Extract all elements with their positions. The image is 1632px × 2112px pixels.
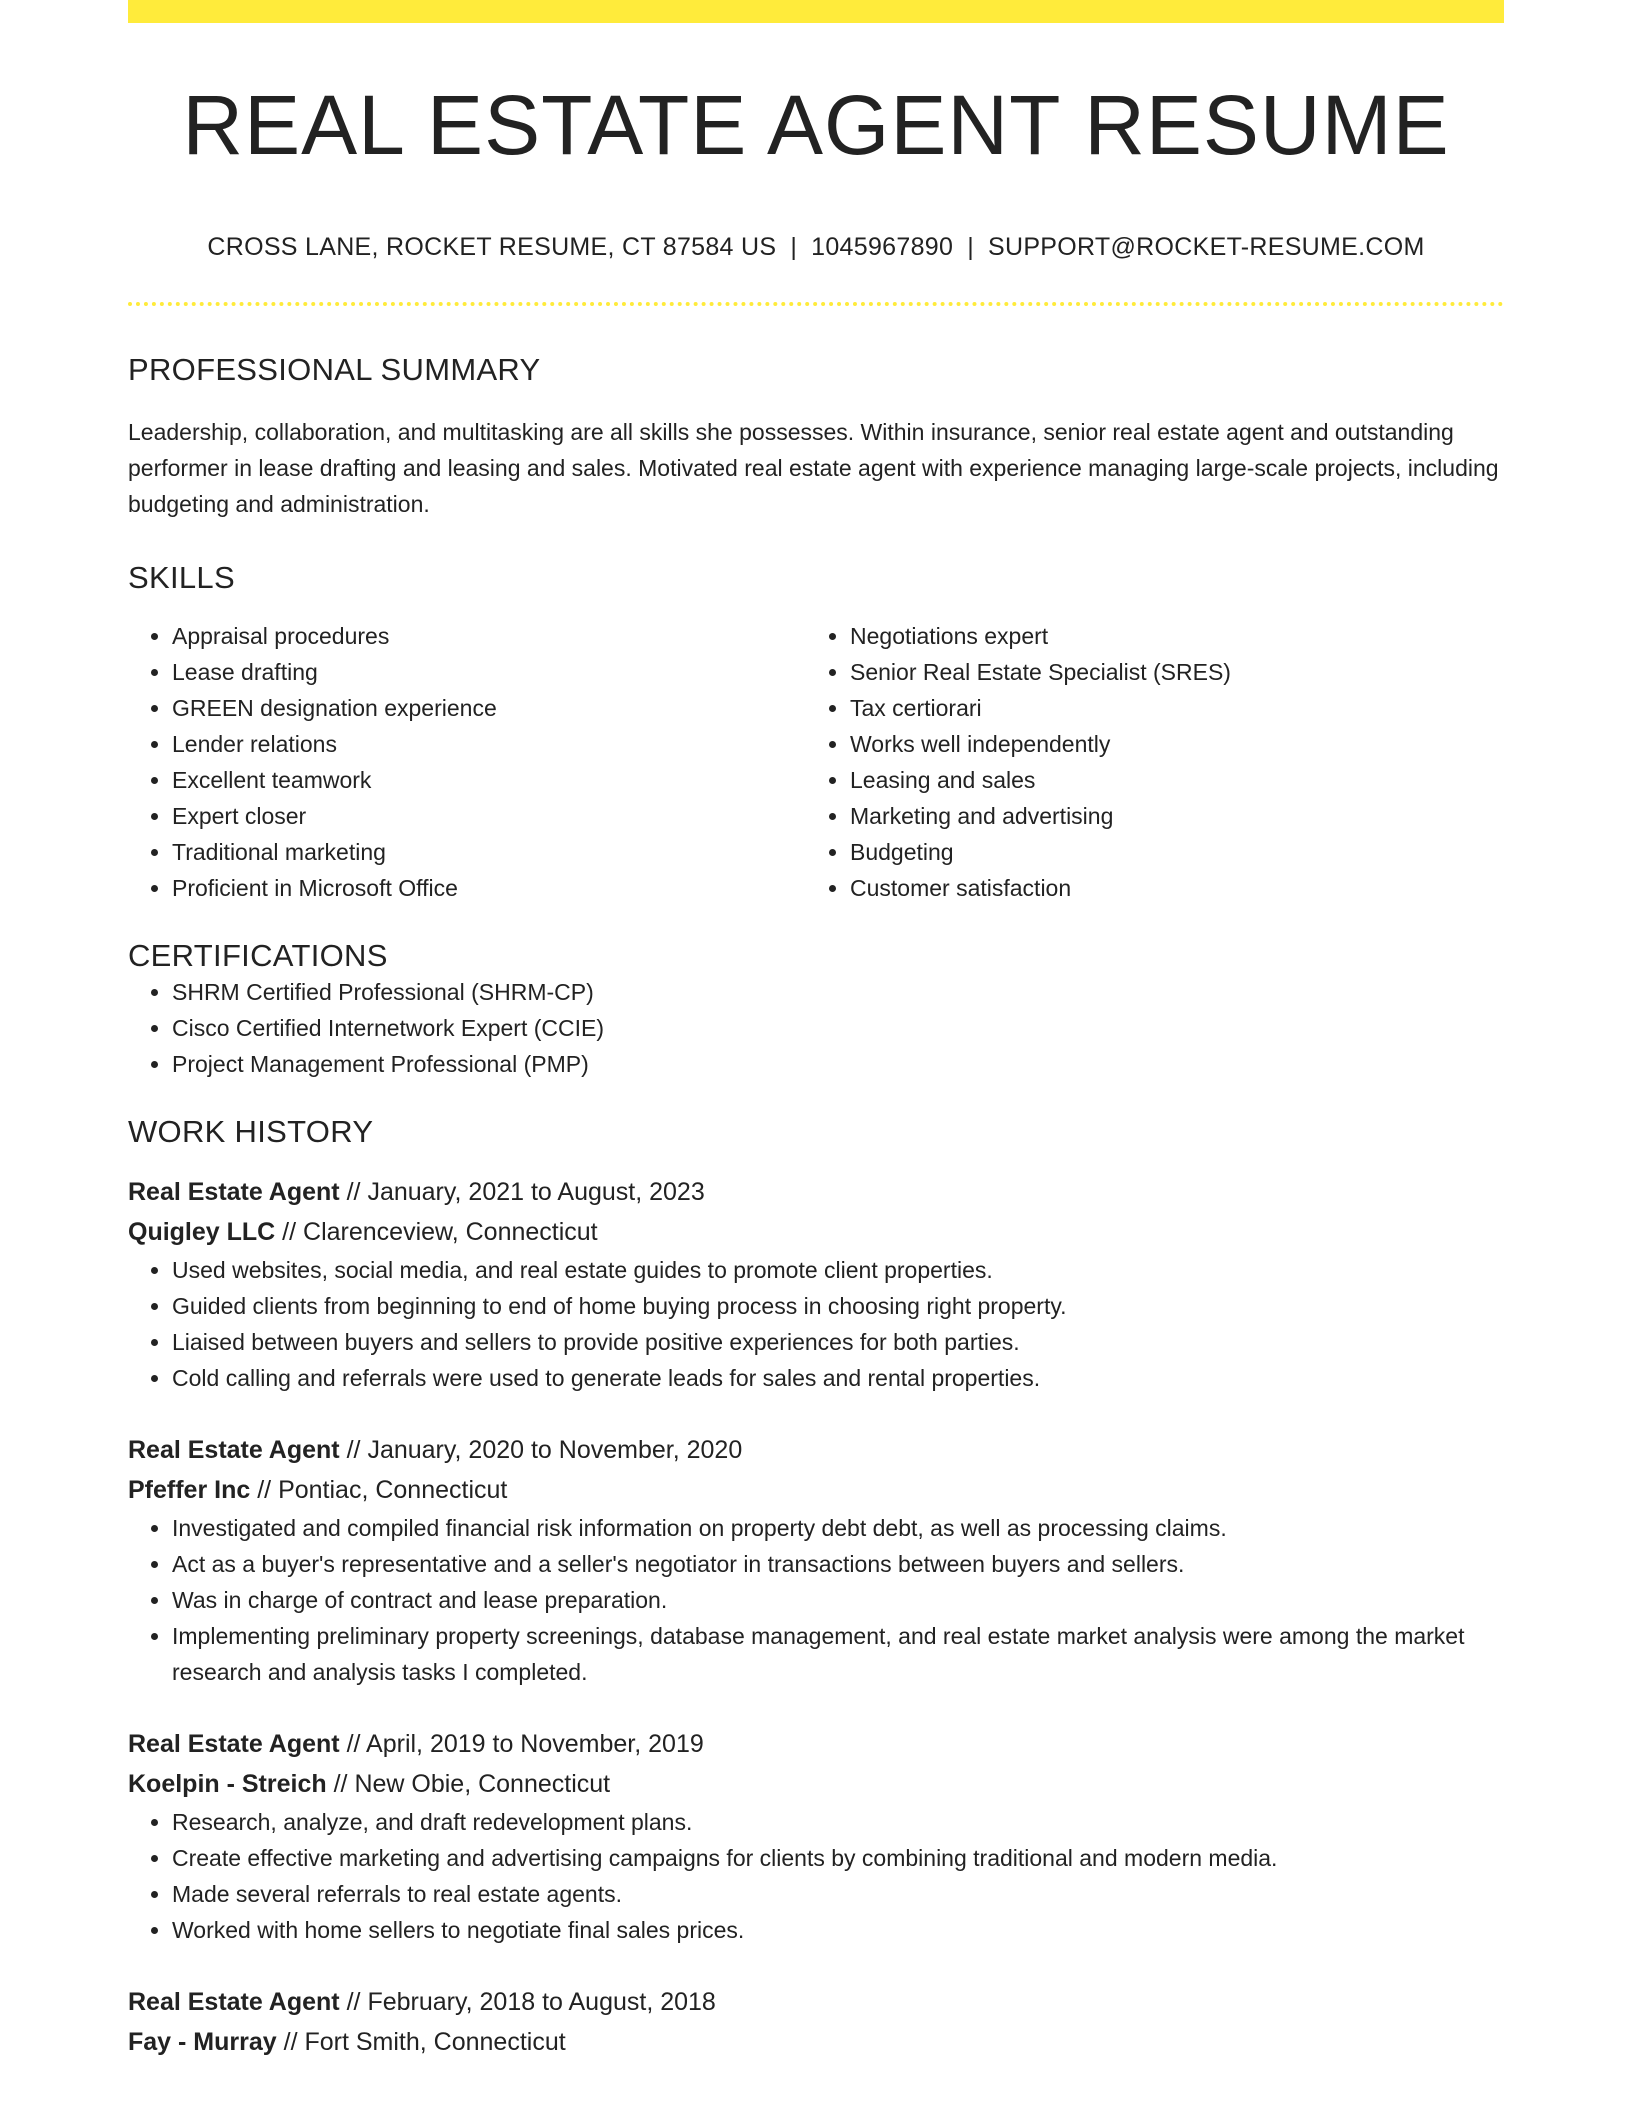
skill-item: • GREEN designation experience xyxy=(172,690,806,726)
skills-section xyxy=(128,560,1504,906)
job-location: Clarenceview, Connecticut xyxy=(303,1218,598,1246)
skill-item: • Expert closer xyxy=(172,798,806,834)
job-bullet: • Create effective marketing and advertising campaigns for clients by combining traditional and modern media. xyxy=(172,1840,1504,1876)
job-company-line xyxy=(128,1764,1504,1804)
skills-right-list xyxy=(806,618,1484,906)
skill-item: • Proficient in Microsoft Office xyxy=(172,870,806,906)
skill-item: • Works well independently xyxy=(850,726,1484,762)
skills-left-list xyxy=(128,618,806,906)
skill-item: • Excellent teamwork xyxy=(172,762,806,798)
job-company: Quigley LLC xyxy=(128,1218,276,1246)
job-company: Koelpin - Streich xyxy=(128,1770,327,1798)
job-dates: January, 2020 to November, 2020 xyxy=(367,1436,743,1464)
work-history-heading: WORK HISTORY xyxy=(128,1114,374,1149)
skill-item: • Tax certiorari xyxy=(850,690,1484,726)
job-role: Real Estate Agent xyxy=(128,1178,340,1206)
contact-separator: | xyxy=(790,233,798,261)
job-bullet-list xyxy=(128,1252,1504,1396)
skill-item: • Appraisal procedures xyxy=(172,618,806,654)
job-bullet: • Guided clients from beginning to end of home buying process in choosing right property. xyxy=(172,1288,1504,1324)
skill-item: • Senior Real Estate Specialist (SRES) xyxy=(850,654,1484,690)
job-bullet: • Worked with home sellers to negotiate final sales prices. xyxy=(172,1912,1504,1948)
job-dates: February, 2018 to August, 2018 xyxy=(367,1988,716,2016)
certification-item: • SHRM Certified Professional (SHRM-CP) xyxy=(172,974,1504,1010)
job-entry xyxy=(128,1430,1504,1690)
job-bullet: • Research, analyze, and draft redevelopment plans. xyxy=(172,1804,1504,1840)
job-entry xyxy=(128,1172,1504,1396)
job-dates: April, 2019 to November, 2019 xyxy=(366,1730,704,1758)
summary-heading: PROFESSIONAL SUMMARY xyxy=(128,352,541,387)
certifications-list xyxy=(128,974,1504,1082)
job-company-line xyxy=(128,1470,1504,1510)
job-company: Pfeffer Inc xyxy=(128,1476,251,1504)
job-separator: // xyxy=(339,1988,368,2016)
skills-right-column xyxy=(806,618,1484,906)
skill-item: • Lender relations xyxy=(172,726,806,762)
accent-bar xyxy=(128,0,1504,23)
skills-heading: SKILLS xyxy=(128,560,235,595)
certification-item: • Cisco Certified Internetwork Expert (CCIE) xyxy=(172,1010,1504,1046)
job-location: New Obie, Connecticut xyxy=(354,1770,611,1798)
job-entry xyxy=(128,1724,1504,1948)
job-location: Fort Smith, Connecticut xyxy=(304,2028,566,2056)
job-company-line xyxy=(128,2022,1504,2062)
job-bullet: • Used websites, social media, and real estate guides to promote client properties. xyxy=(172,1252,1504,1288)
job-dates: January, 2021 to August, 2023 xyxy=(367,1178,705,1206)
skill-item: • Budgeting xyxy=(850,834,1484,870)
job-bullet: • Made several referrals to real estate agents. xyxy=(172,1876,1504,1912)
summary-text: Leadership, collaboration, and multitasking are all skills she possesses. Within insurance, senior real estate agent and outstanding performer in lease drafting and leasing and sales. Motivated real estate agent with experience managing large-scale projects, including budgeting and administration. xyxy=(128,419,1499,517)
skill-item: • Customer satisfaction xyxy=(850,870,1484,906)
job-separator: // xyxy=(326,1770,355,1798)
job-bullet-list xyxy=(128,1804,1504,1948)
skill-item: • Lease drafting xyxy=(172,654,806,690)
job-bullet: • Implementing preliminary property screenings, database management, and real estate market analysis were among the market research and analysis tasks I completed. xyxy=(172,1618,1504,1690)
skills-columns xyxy=(128,618,1504,906)
skill-item: • Leasing and sales xyxy=(850,762,1484,798)
job-bullet-list xyxy=(128,1510,1504,1690)
job-company: Fay - Murray xyxy=(128,2028,277,2056)
certifications-heading: CERTIFICATIONS xyxy=(128,938,388,973)
dotted-divider xyxy=(128,302,1504,306)
job-entry xyxy=(128,1982,1504,2062)
job-role: Real Estate Agent xyxy=(128,1988,340,2016)
contact-phone: 1045967890 xyxy=(811,233,954,261)
job-separator: // xyxy=(275,1218,304,1246)
job-separator: // xyxy=(276,2028,305,2056)
job-title-line xyxy=(128,1430,1504,1470)
job-separator: // xyxy=(250,1476,279,1504)
job-bullet: • Investigated and compiled financial risk information on property debt debt, as well as processing claims. xyxy=(172,1510,1504,1546)
job-location: Pontiac, Connecticut xyxy=(278,1476,508,1504)
job-title-line xyxy=(128,1172,1504,1212)
skills-left-column xyxy=(128,618,806,906)
skill-item: • Marketing and advertising xyxy=(850,798,1484,834)
certifications-section xyxy=(128,938,1504,1082)
job-bullet: • Act as a buyer's representative and a seller's negotiator in transactions between buyers and sellers. xyxy=(172,1546,1504,1582)
skill-item: • Traditional marketing xyxy=(172,834,806,870)
contact-separator: | xyxy=(967,233,974,261)
resume-page xyxy=(128,0,1504,2062)
certification-item: • Project Management Professional (PMP) xyxy=(172,1046,1504,1082)
summary-section xyxy=(128,352,1504,522)
job-role: Real Estate Agent xyxy=(128,1436,340,1464)
skill-item: • Negotiations expert xyxy=(850,618,1484,654)
job-bullet: • Liaised between buyers and sellers to provide positive experiences for both parties. xyxy=(172,1324,1504,1360)
job-company-line xyxy=(128,1212,1504,1252)
work-history-section xyxy=(128,1114,1504,2062)
contact-address: CROSS LANE, ROCKET RESUME, CT 87584 US xyxy=(207,233,777,261)
contact-line xyxy=(128,233,1504,262)
contact-email: SUPPORT@ROCKET-RESUME.COM xyxy=(987,233,1425,261)
job-bullet: • Cold calling and referrals were used to generate leads for sales and rental properties. xyxy=(172,1360,1504,1396)
job-role: Real Estate Agent xyxy=(128,1730,340,1758)
resume-title: REAL ESTATE AGENT RESUME xyxy=(182,78,1450,172)
job-separator: // xyxy=(339,1436,368,1464)
job-separator: // xyxy=(339,1730,367,1758)
job-bullet: • Was in charge of contract and lease preparation. xyxy=(172,1582,1504,1618)
job-title-line xyxy=(128,1982,1504,2022)
job-title-line xyxy=(128,1724,1504,1764)
job-separator: // xyxy=(339,1178,368,1206)
